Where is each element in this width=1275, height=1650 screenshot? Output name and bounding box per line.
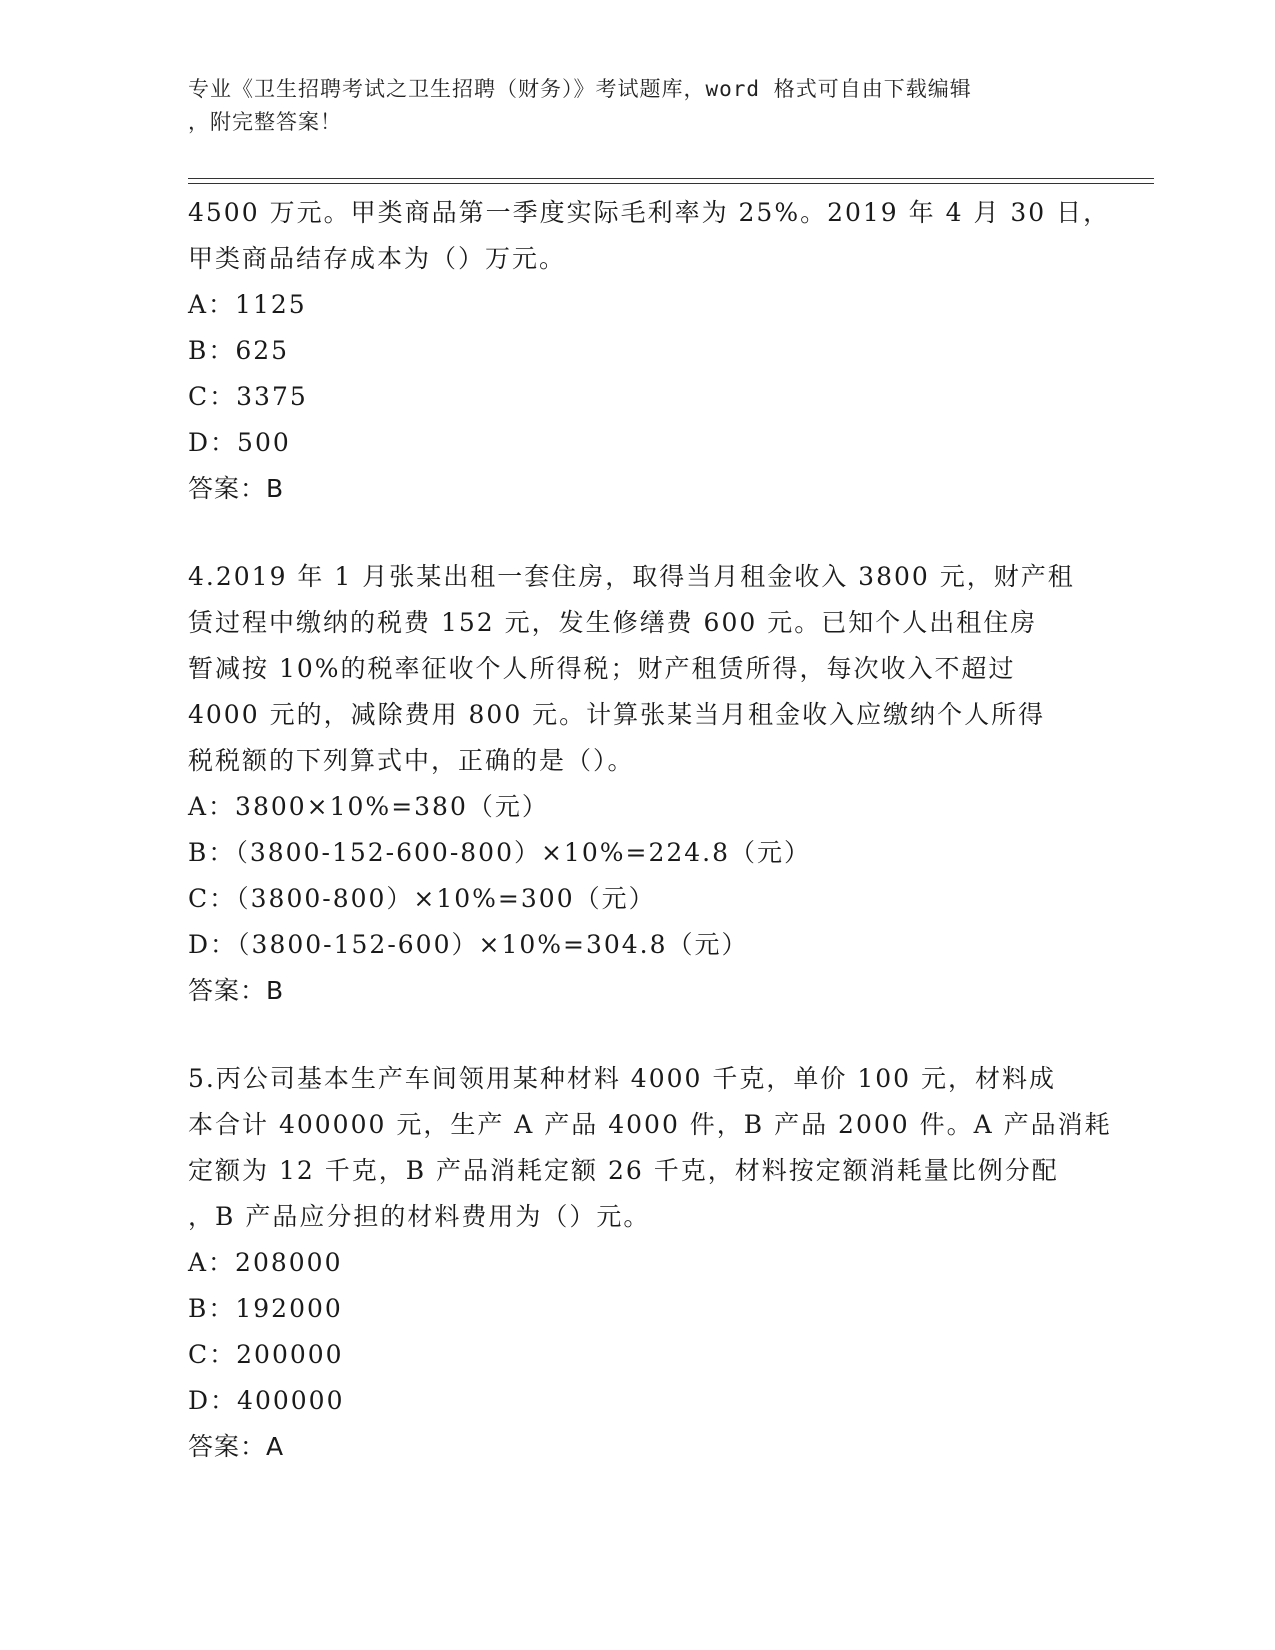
question-stem-line: 4500 万元。甲类商品第一季度实际毛利率为 25%。2019 年 4 月 30 日， (188, 198, 1111, 227)
question-stem-line: 甲类商品结存成本为（）万元。 (188, 244, 567, 273)
spacer (188, 512, 1088, 554)
option-b: B：（3800-152-600-800）×10%=224.8（元） (188, 838, 812, 867)
spacer (188, 1014, 1088, 1056)
document-body (188, 190, 1112, 1470)
option-c: C：（3800-800）×10%=300（元） (188, 884, 656, 913)
question-5 (188, 1056, 1112, 1470)
header-title-line-1: 专业《卫生招聘考试之卫生招聘（财务）》考试题库，word 格式可自由下载编辑 (188, 77, 972, 101)
option-c: C：3375 (188, 382, 308, 411)
question-stem-line: 4000 元的，减除费用 800 元。计算张某当月租金收入应缴纳个人所得 (188, 700, 1046, 729)
answer-label: 答案：B (188, 474, 285, 503)
question-stem-line: 税税额的下列算式中，正确的是（）。 (188, 746, 635, 775)
question-stem-line: ，B 产品应分担的材料费用为（）元。 (188, 1202, 651, 1231)
question-stem-line: 暂减按 10%的税率征收个人所得税；财产租赁所得，每次收入不超过 (188, 654, 1016, 683)
option-d: D：（3800-152-600）×10%=304.8（元） (188, 930, 749, 959)
question-stem-line: 本合计 400000 元，生产 A 产品 4000 件，B 产品 2000 件。A 产品消耗 (188, 1110, 1112, 1139)
question-stem-line: 5.丙公司基本生产车间领用某种材料 4000 千克，单价 100 元，材料成 (188, 1064, 1056, 1093)
option-b: B：192000 (188, 1294, 343, 1323)
option-d: D：400000 (188, 1386, 345, 1415)
question-4 (188, 554, 1088, 1014)
question-stem-line: 4.2019 年 1 月张某出租一套住房，取得当月租金收入 3800 元，财产租 (188, 562, 1075, 591)
answer-label: 答案：A (188, 1432, 285, 1461)
option-a: A：3800×10%=380（元） (188, 792, 549, 821)
option-c: C：200000 (188, 1340, 344, 1369)
option-a: A：208000 (188, 1248, 343, 1277)
document-header (188, 73, 1088, 139)
question-stem-line: 定额为 12 千克，B 产品消耗定额 26 千克，材料按定额消耗量比例分配 (188, 1156, 1059, 1185)
header-title-line-2: ，附完整答案！ (188, 110, 342, 134)
header-divider-top (188, 178, 1154, 179)
option-b: B：625 (188, 336, 290, 365)
option-a: A：1125 (188, 290, 307, 319)
question-3 (188, 190, 1111, 512)
question-stem-line: 赁过程中缴纳的税费 152 元，发生修缮费 600 元。已知个人出租住房 (188, 608, 1038, 637)
option-d: D：500 (188, 428, 291, 457)
answer-label: 答案：B (188, 976, 285, 1005)
header-divider-bottom (188, 183, 1154, 184)
